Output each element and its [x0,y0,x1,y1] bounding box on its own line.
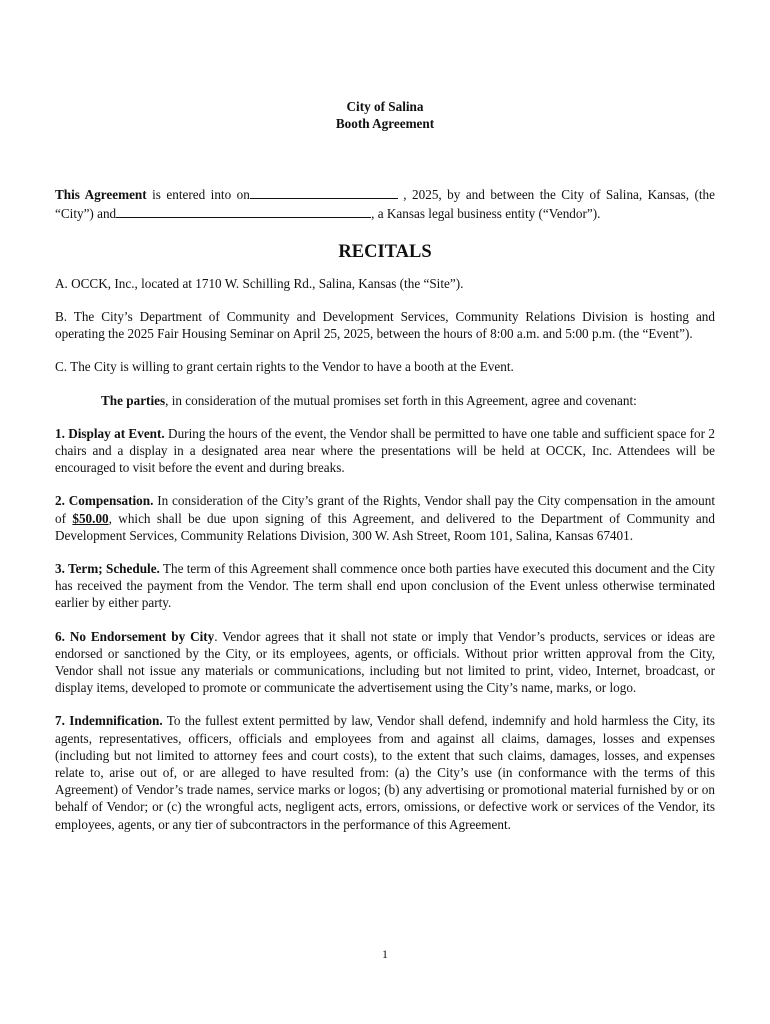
title-city: City of Salina [346,99,424,114]
recital-a: A. OCCK, Inc., located at 1710 W. Schilling Rd., Salina, Kansas (the “Site”). [55,275,464,291]
title-agreement: Booth Agreement [335,116,435,132]
recitals-heading: RECITALS [338,241,432,262]
intro-text-3: , a Kansas legal business entity (“Vendor”). [371,205,601,221]
page-number: 1 [382,947,388,961]
section-1-text: During the hours of the event, the Vendor shall be permitted to have one table and sufficient space for 2 chairs and a display in a designated area near where the presentations will be held at OCCK, Inc. Attendees will be encouraged to visit before the event and during breaks. [55,425,715,476]
section-6-text: . Vendor agrees that it shall not state or imply that Vendor’s products, services or ideas are endorsed or sanctioned by the City, or its employees, agents, or officials. Without prior written approval from the City, Vendor shall not issue any materials or communications, including but not limited to print, video, Internet, broadcast, or display items, developed to promote or communicate the advertisement using the City’s name, marks, or logo. [55,628,715,696]
section-2-text-2: , which shall be due upon signing of this Agreement, and delivered to the Department of Community and Development Services, Community Relations Division, 300 W. Ash Street, Room 101, Salina, Kansas 67401. [55,510,715,543]
section-1-heading: 1. Display at Event. [55,425,165,441]
section-7-heading: 7. Indemnification. [55,713,163,729]
section-1-display [55,425,715,477]
intro-text-1: is entered into on [146,187,250,203]
intro-lead: This Agreement [55,187,147,203]
section-2-compensation [55,492,715,544]
recital-b: B. The City’s Department of Community and Development Services, Community Relations Division is hosting and operating the 2025 Fair Housing Seminar on April 25, 2025, between the hours of 8:00 a.m. and 5:00 p.m. (the “Event”). [55,309,715,342]
section-6-no-endorsement [55,628,715,697]
section-6-heading: 6. No Endorsement by City [55,628,215,644]
section-7-indemnification [55,712,715,832]
vendor-blank-field[interactable] [116,204,371,218]
compensation-amount: $50.00 [72,510,109,526]
date-blank-field[interactable] [250,185,398,199]
section-2-heading: 2. Compensation. [55,493,154,509]
section-3-heading: 3. Term; Schedule. [55,561,160,577]
section-2-text-1: In consideration of the City’s grant of the Rights, Vendor shall pay the City compensation in the amount of [55,493,715,526]
section-7-text: To the fullest extent permitted by law, Vendor shall defend, indemnify and hold harmless the City, its agents, representatives, officers, officials and employees from and against all claims, damages, losses and expenses (including but not limited to attorney fees and court costs), to the extent that such claims, damages, losses, and expenses relate to, arise out of, or are alleged to have resulted from: (a) the City’s use (in conformance with the terms of this Agreement) of Vendor’s trade names, service marks or logos; (b) any advertising or promotional material furnished by or on behalf of Vendor; or (c) the wrongful acts, negligent acts, errors, omissions, or defective work or services of the Vendor, its employees, agents, or any tier of subcontractors in the performance of this Agreement. [55,713,716,832]
document-body [55,98,715,833]
parties-lead: The parties [101,392,166,408]
parties-text: , in consideration of the mutual promises set forth in this Agreement, agree and covenant: [165,392,637,408]
recital-c: C. The City is willing to grant certain rights to the Vendor to have a booth at the Event. [55,359,514,375]
section-3-term [55,560,715,612]
parties-paragraph [55,392,715,409]
intro-text-2: , 2025, by and between the City of Salina, Kansas, (the “City”) and [55,187,716,221]
document-title [55,98,715,132]
intro-paragraph [55,185,715,221]
section-3-text: The term of this Agreement shall commence once both parties have executed this document and the City has received the payment from the Vendor. The term shall end upon conclusion of the Event unless otherwise terminated earlier by either party. [55,561,715,611]
